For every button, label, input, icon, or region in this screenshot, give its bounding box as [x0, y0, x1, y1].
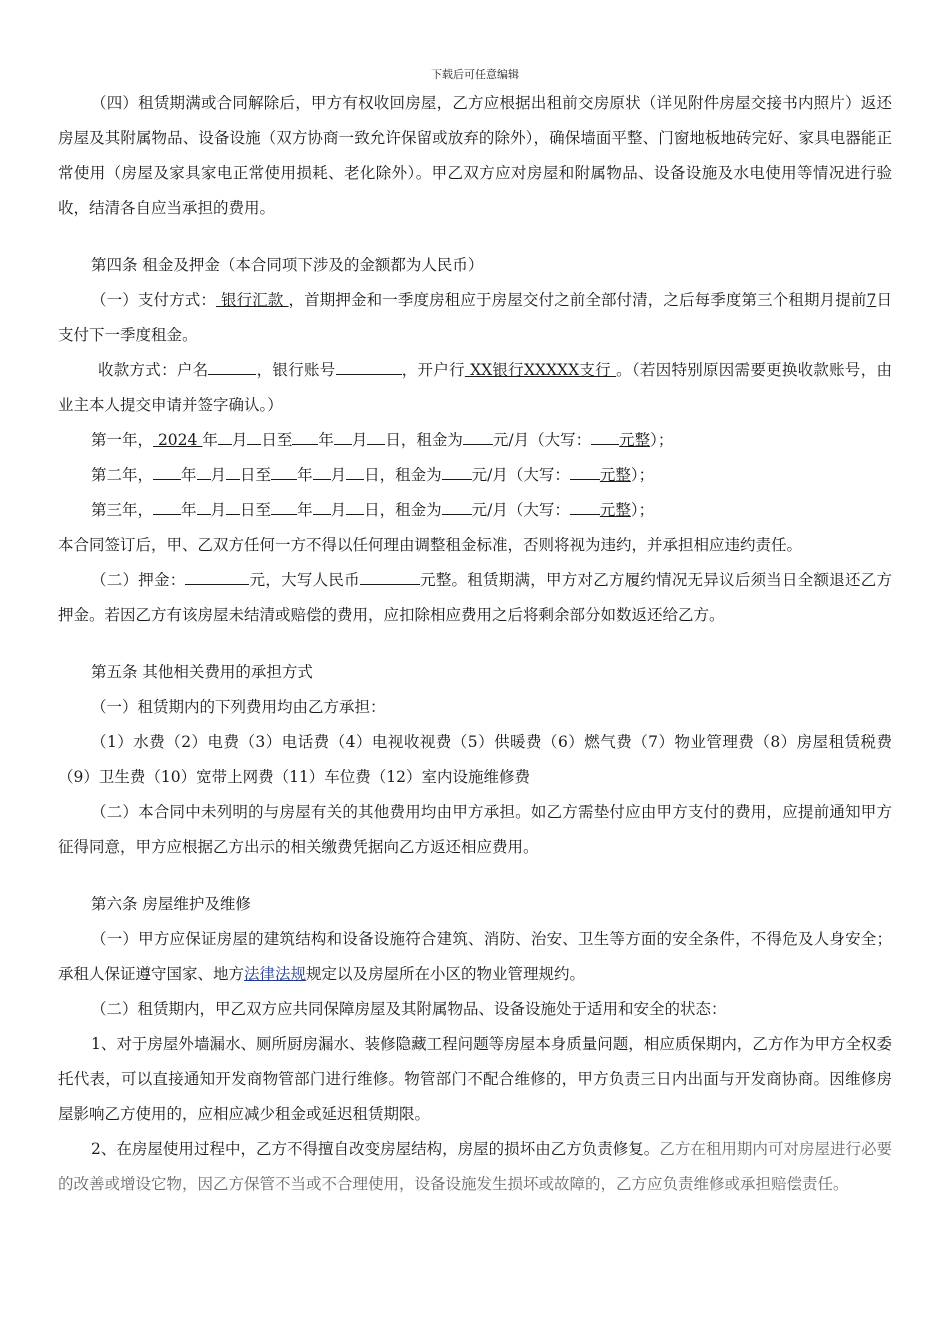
- art6-title: 第六条 房屋维护及维修: [91, 895, 251, 913]
- rent-adjust-clause: 本合同签订后，甲、乙双方任何一方不得以任何理由调整租金标准，否则将视为违约，并承担相应违约责任。: [58, 536, 803, 554]
- law-link[interactable]: 法律法规: [244, 965, 307, 983]
- deposit-clause: （二）押金： 元，大写人民币 元整。租赁期满，甲方对乙方履约情况无异议后须当日全额退还乙方押金。若因乙方有该房屋未结清或赔偿的费用，应扣除相应费用之后将剩余部分如数返还给乙方。: [58, 571, 892, 624]
- art6-item1: （一）甲方应保证房屋的建筑结构和设备设施符合建筑、消防、治安、卫生等方面的安全条件，不得危及人身安全；承租人保证遵守国家、地方法律法规规定以及房屋所在小区的物业管理规约。: [58, 930, 892, 983]
- rent-year-2: 第二年， 年 月 日至 年 月 日，租金为 元/月（大写： 元整）；: [91, 466, 655, 484]
- art6-item2-1: 1、对于房屋外墙漏水、厕所厨房漏水、装修隐藏工程问题等房屋本身质量问题，相应质保期内，乙方作为甲方全权委托代表，可以直接通知开发商物管部门进行维修。物管部门不配合维修的，甲方负责三日内出面与开发商协商。因维修房屋影响乙方使用的，应相应减少租金或延迟租赁期限。: [58, 1035, 892, 1123]
- page-header: 下载后可任意编辑: [431, 68, 519, 81]
- pay-days-value: 7: [866, 291, 877, 309]
- art6-item2: （二）租赁期内，甲乙双方应共同保障房屋及其附属物品、设备设施处于适用和安全的状态：: [91, 1000, 727, 1018]
- rent-year-3: 第三年， 年 月 日至 年 月 日，租金为 元/月（大写： 元整）；: [91, 501, 655, 519]
- art3-item4: （四）租赁期满或合同解除后，甲方有权收回房屋，乙方应根据出租前交房原状（详见附件房屋交接书内照片）返还房屋及其附属物品、设备设施（双方协商一致允许保留或放弃的除外），确保墙面平整、门窗地板地砖完好、家具电器能正常使用（房屋及家具家电正常使用损耗、老化除外）。甲乙双方应对房屋和附属物品、设备设施及水电使用等情况进行验收，结清各自应当承担的费用。: [58, 94, 892, 217]
- art5-item2: （二）本合同中未列明的与房屋有关的其他费用均由甲方承担。如乙方需垫付应由甲方支付的费用，应提前通知甲方征得同意，甲方应根据乙方出示的相关缴费凭据向乙方返还相应费用。: [58, 803, 892, 856]
- art5-title: 第五条 其他相关费用的承担方式: [91, 663, 313, 681]
- art4-title: 第四条 租金及押金（本合同项下涉及的金额都为人民币）: [91, 256, 484, 274]
- document-body: [58, 86, 892, 1202]
- rent-year-1: 第一年， 2024 年 月 日至 年 月 日，租金为 元/月（大写： 元整）；: [91, 431, 674, 449]
- art4-payment: （一）支付方式： 银行汇款 ，首期押金和一季度房租应于房屋交付之前全部付清，之后每季度第三个租期月提前7日支付下一季度租金。: [58, 291, 892, 344]
- bank-value: XX银行XXXXX支行: [464, 361, 617, 379]
- pay-method-value: 银行汇款: [215, 291, 289, 309]
- art5-fee-list: （1）水费（2）电费（3）电话费（4）电视收视费（5）供暖费（6）燃气费（7）物业管理费（8）房屋租赁税费（9）卫生费（10）宽带上网费（11）车位费（12）室内设施维修费: [58, 733, 892, 786]
- art6-item2-2: 2、在房屋使用过程中，乙方不得擅自改变房屋结构，房屋的损坏由乙方负责修复。乙方在租用期内可对房屋进行必要的改善或增设它物，因乙方保管不当或不合理使用，设备设施发生损坏或故障的，乙方应负责维修或承担赔偿责任。: [58, 1140, 892, 1193]
- art5-item1: （一）租赁期内的下列费用均由乙方承担：: [91, 698, 386, 716]
- rent-year-1-start: 2024: [153, 431, 203, 449]
- art4-account: 收款方式：户名 ，银行账号 ，开户行 XX银行XXXXX支行 。（若因特别原因需要更换收款账号，由业主本人提交申请并签字确认。）: [58, 361, 892, 414]
